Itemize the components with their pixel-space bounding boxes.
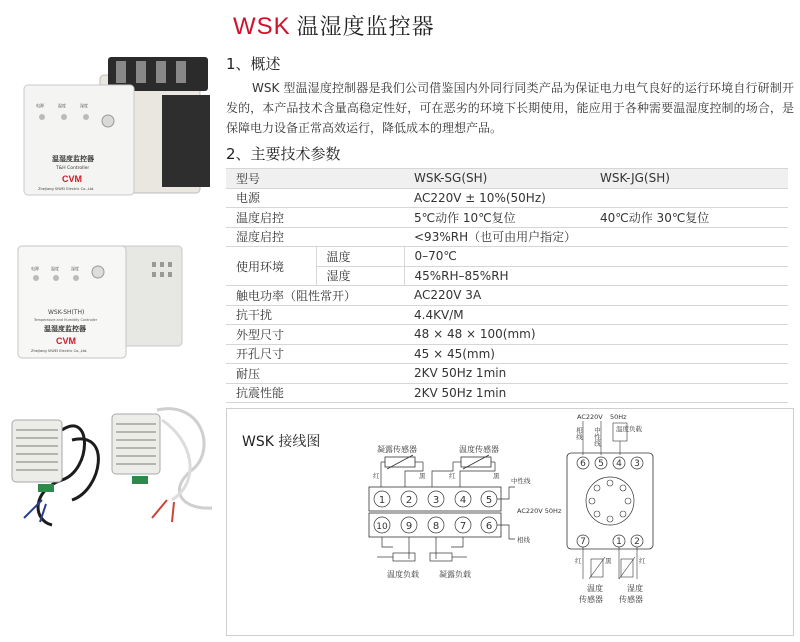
device1-sub: T&H Controller (56, 166, 90, 171)
terminal-3: 3 (432, 495, 440, 506)
spec-label: 湿度启控 (226, 227, 404, 247)
spec-label: 外型尺寸 (226, 325, 404, 345)
socket-term-5: 5 (598, 459, 604, 469)
label-red-right-1: 红 (575, 557, 582, 565)
socket-term-4: 4 (616, 459, 622, 469)
terminal-1: 1 (378, 495, 386, 506)
device2-sub: Temperature and Humidity Controller (34, 318, 98, 322)
device1-maker: Zhejiang SIWEI Electric Co.,Ltd. (38, 187, 95, 191)
label-neutral-right: 中性线 (593, 427, 601, 447)
wiring-title: WSK 接线图 (242, 434, 321, 450)
spec-row-cutout (226, 344, 788, 364)
device2-logo: CVM (56, 336, 76, 346)
section2-heading: 2、主要技术参数 (226, 145, 341, 163)
label-sensor-temp-right-l1: 温度 (587, 584, 603, 593)
spec-label: 抗震性能 (226, 383, 404, 403)
spec-label: 使用环境 (226, 247, 316, 286)
label-red-right-2: 红 (639, 557, 646, 565)
label-hz-right: 50Hz (610, 413, 627, 421)
spec-row-temp-start (226, 208, 788, 228)
device2-maker: Zhejiang SIWEI Electric Co.,Ltd. (31, 349, 88, 353)
spec-value: AC220V ± 10%(50Hz) (404, 188, 788, 208)
terminal-5: 5 (485, 495, 493, 506)
label-black-2: 黑 (493, 472, 500, 480)
label-black-right-1: 黑 (605, 557, 612, 565)
label-neutral: 中性线 (511, 477, 531, 485)
overview-paragraph: WSK 型温湿度控制器是我们公司借鉴国内外同行同类产品为保证电力电气良好的运行环境自行研制开发的，本产品技术含量高稳定性好，可在恶劣的环境下长期使用，能应用于各种需要温湿度控制的场合，是保障电力设备正常高效运行，降低成本的理想产品。 (226, 81, 794, 135)
device1-logo: CVM (62, 174, 82, 184)
label-phase: 相线 (517, 536, 530, 544)
spec-table (226, 168, 788, 403)
spec-row-size (226, 325, 788, 345)
socket-term-3: 3 (634, 459, 640, 469)
spec-header-sg: WSK-SG(SH) (404, 169, 590, 189)
section1-heading: 1、概述 (226, 55, 281, 73)
label-ac-left: AC220V 50Hz (517, 507, 562, 515)
spec-header-jg: WSK-JG(SH) (590, 169, 788, 189)
spec-value: 40℃动作 30℃复位 (590, 208, 788, 228)
label-sensor-dew: 凝露传感器 (377, 445, 417, 454)
wiring-diagram (226, 408, 794, 636)
spec-value: 4.4KV/M (404, 305, 788, 325)
device2-name: 温湿度监控器 (44, 325, 86, 333)
device2-model: WSK-SH(TH) (48, 309, 85, 316)
spec-label: 开孔尺寸 (226, 344, 404, 364)
socket-term-1: 1 (616, 537, 622, 547)
terminal-4: 4 (459, 495, 467, 506)
page-title (233, 10, 435, 41)
controller-photo (12, 240, 187, 370)
socket-term-6: 6 (580, 459, 586, 469)
label-sensor-temp-right-l2: 传感器 (579, 595, 603, 604)
label-red-1: 红 (373, 472, 380, 480)
title-brand: WSK (233, 13, 291, 40)
device1-label-power: 电源 (36, 103, 44, 108)
label-load-dew: 凝露负载 (439, 570, 471, 579)
spec-label: 电源 (226, 188, 404, 208)
spec-value: 5℃动作 10℃复位 (404, 208, 590, 228)
socket-term-2: 2 (634, 537, 640, 547)
label-red-2: 红 (449, 472, 456, 480)
spec-value: 45 × 45(mm) (404, 344, 788, 364)
terminal-8: 8 (432, 521, 440, 532)
device2-label-humid: 湿度 (71, 266, 79, 271)
spec-label: 温度启控 (226, 208, 404, 228)
spec-label: 抗干扰 (226, 305, 404, 325)
spec-label: 触电功率（阻性常开） (226, 286, 404, 306)
device1-label-temp: 温度 (58, 103, 66, 108)
terminal-2: 2 (405, 495, 413, 506)
spec-sublabel: 湿度 (316, 266, 404, 286)
spec-row-voltage (226, 364, 788, 384)
title-name: 温湿度监控器 (296, 15, 435, 40)
spec-row-env-temp (226, 247, 788, 267)
terminal-10: 10 (376, 522, 388, 532)
spec-value: 2KV 50Hz 1min (404, 383, 788, 403)
spec-row-interference (226, 305, 788, 325)
label-sensor-temp: 温度传感器 (459, 445, 499, 454)
device2-label-power: 电源 (31, 266, 39, 271)
spec-row-contact (226, 286, 788, 306)
wiring-schematic (227, 409, 795, 637)
label-phase-right: 相线 (575, 427, 583, 440)
label-sensor-humid-right-l1: 湿度 (627, 584, 643, 593)
device2-label-temp: 温度 (51, 266, 59, 271)
terminal-9: 9 (405, 521, 413, 532)
spec-label: 耐压 (226, 364, 404, 384)
spec-sublabel: 温度 (316, 247, 404, 267)
terminal-7: 7 (459, 521, 467, 532)
spec-value: 48 × 48 × 100(mm) (404, 325, 788, 345)
label-load-temp: 温度负载 (387, 570, 419, 579)
label-temp-load-right: 温度负载 (616, 425, 642, 433)
spec-row-power (226, 188, 788, 208)
socket-term-7: 7 (580, 537, 586, 547)
label-sensor-humid-right-l2: 传感器 (619, 595, 643, 604)
device1-label-humid: 湿度 (80, 103, 88, 108)
terminal-6: 6 (485, 521, 493, 532)
spec-row-humid-start (226, 227, 788, 247)
spec-header-row (226, 169, 788, 189)
label-black-1: 黑 (419, 472, 426, 480)
label-ac-right: AC220V (577, 413, 603, 421)
controller-photo-with-base (12, 55, 222, 205)
sensor-photo (2, 400, 222, 530)
spec-row-shock (226, 383, 788, 403)
spec-header-model: 型号 (226, 169, 404, 189)
device1-name: 温湿度监控器 (52, 155, 94, 163)
spec-value: 2KV 50Hz 1min (404, 364, 788, 384)
spec-value: 0–70℃ (404, 247, 788, 267)
spec-value: AC220V 3A (404, 286, 788, 306)
spec-value: <93%RH（也可由用户指定） (404, 227, 788, 247)
spec-value: 45%RH–85%RH (404, 266, 788, 286)
